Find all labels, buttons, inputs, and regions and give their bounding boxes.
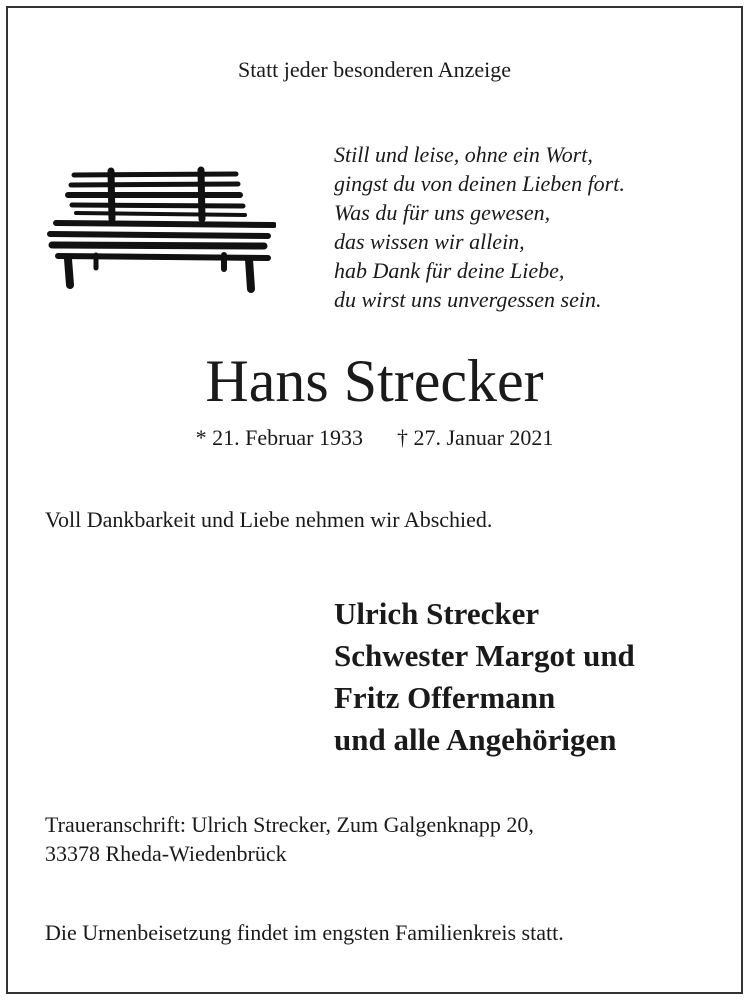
poem-line: Was du für uns gewesen, — [334, 200, 551, 225]
mourning-address — [45, 810, 534, 868]
poem — [334, 140, 625, 314]
death-date: † 27. Januar 2021 — [397, 425, 554, 450]
mourners-list — [334, 593, 635, 761]
address-line: Traueranschrift: Ulrich Strecker, Zum Galgenknapp 20, — [45, 812, 534, 837]
deceased-name: Hans Strecker — [205, 348, 544, 414]
poem-line: hab Dank für deine Liebe, — [334, 258, 565, 283]
life-dates — [0, 425, 749, 451]
poem-line: du wirst uns unvergessen sein. — [334, 287, 602, 312]
burial-note: Die Urnenbeisetzung findet im engsten Familienkreis statt. — [45, 920, 564, 945]
poem-line: das wissen wir allein, — [334, 229, 525, 254]
mourner-line: Schwester Margot und — [334, 638, 635, 673]
poem-line: Still und leise, ohne ein Wort, — [334, 142, 593, 167]
mourner-line: Fritz Offermann — [334, 680, 556, 715]
mourner-line: und alle Angehörigen — [334, 722, 617, 757]
address-line: 33378 Rheda-Wiedenbrück — [45, 841, 287, 866]
bench-icon — [46, 163, 276, 293]
mourner-line: Ulrich Strecker — [334, 596, 540, 631]
poem-line: gingst du von deinen Lieben fort. — [334, 171, 625, 196]
birth-date: * 21. Februar 1933 — [195, 425, 363, 450]
farewell-text: Voll Dankbarkeit und Liebe nehmen wir Abschied. — [45, 507, 493, 532]
notice-header: Statt jeder besonderen Anzeige — [237, 57, 512, 82]
